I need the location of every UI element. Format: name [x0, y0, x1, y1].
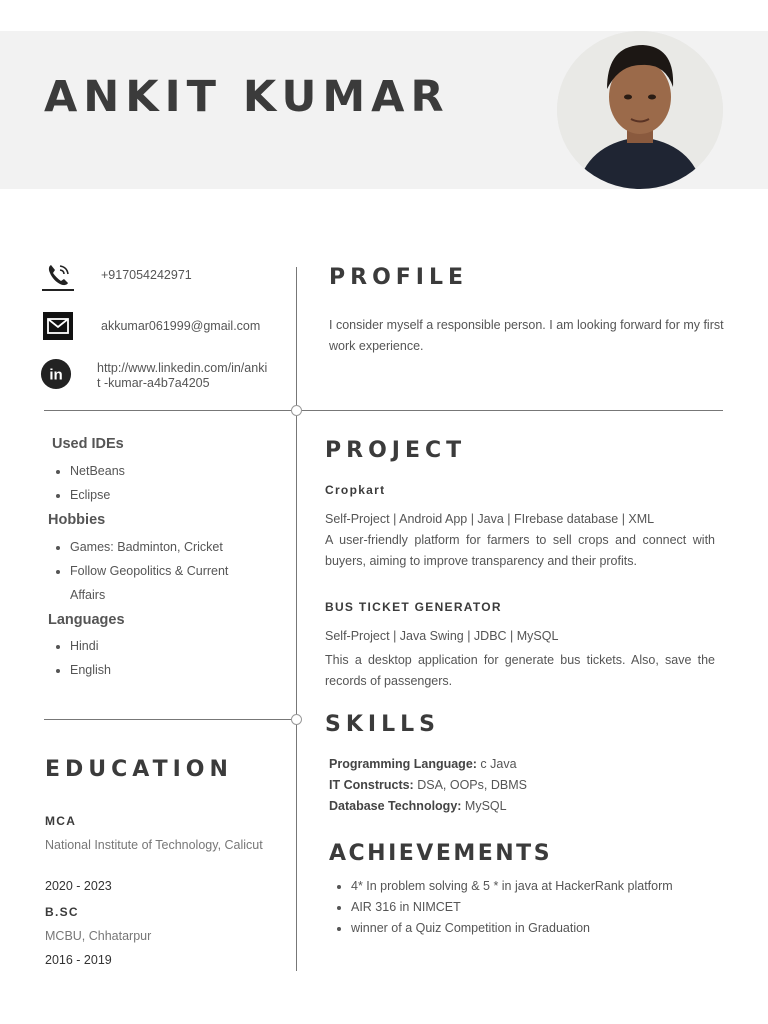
linkedin-icon: [40, 358, 72, 390]
degree-name: B.SC: [45, 905, 79, 919]
divider-top: [44, 410, 723, 411]
hobbies-list: [45, 535, 260, 607]
list-item: • 4* In problem solving & 5 * in java at HackerRank platform: [351, 876, 681, 897]
project-name: BUS TICKET GENERATOR: [325, 600, 502, 614]
list-item: • winner of a Quiz Competition in Graduation: [351, 918, 681, 939]
divider-node: [291, 405, 302, 416]
achievements-heading: ACHIEVEMENTS: [329, 841, 553, 866]
phone-icon: [42, 260, 74, 292]
linkedin-link[interactable]: [97, 361, 292, 391]
degree-name: MCA: [45, 814, 77, 828]
education-heading: EDUCATION: [45, 757, 233, 782]
education-years: 2020 - 2023: [45, 879, 112, 893]
skill-row: [329, 757, 517, 771]
list-item: • Games: Badminton, Cricket: [70, 535, 260, 559]
project-stack: Self-Project | Java Swing | JDBC | MySQL: [325, 629, 559, 643]
skills-heading: SKILLS: [325, 712, 440, 737]
skill-row: [329, 778, 527, 792]
phone-link[interactable]: +917054242971: [101, 268, 192, 282]
svg-text:in: in: [49, 366, 63, 384]
hobbies-heading: Hobbies: [48, 512, 106, 528]
skill-value: c Java: [476, 757, 517, 771]
skill-label: Programming Language:: [329, 757, 477, 771]
skill-label: IT Constructs:: [329, 778, 414, 792]
ides-heading: Used IDEs: [52, 436, 124, 452]
school-name: National Institute of Technology, Calicut: [45, 838, 263, 852]
list-item: • Hindi: [70, 634, 111, 658]
profile-photo-illustration: [557, 31, 723, 189]
profile-heading: PROFILE: [329, 265, 469, 290]
achievements-list: [326, 876, 681, 939]
list-item: • NetBeans: [70, 459, 125, 483]
education-years: 2016 - 2019: [45, 953, 112, 967]
languages-heading: Languages: [48, 612, 125, 628]
languages-list: [45, 634, 111, 682]
linkedin-url-line1: http://www.linkedin.com/in/anki: [97, 361, 268, 375]
project-description: A user-friendly platform for farmers to sell crops and connect with buyers, aiming to improve transparency and their profits.: [325, 533, 715, 568]
skill-value: MySQL: [461, 799, 507, 813]
divider-node: [291, 714, 302, 725]
list-item: • Follow Geopolitics & Current Affairs: [70, 559, 260, 607]
email-link[interactable]: akkumar061999@gmail.com: [101, 319, 261, 333]
mail-icon: [42, 310, 74, 342]
project-name: Cropkart: [325, 483, 386, 497]
skill-row: [329, 799, 507, 813]
skill-label: Database Technology:: [329, 799, 462, 813]
project-heading: PROJECT: [325, 438, 467, 463]
project-description: This a desktop application for generate bus tickets. Also, save the records of passengers.: [325, 653, 715, 688]
divider-bottom: [44, 719, 296, 720]
linkedin-url-line2: t -kumar-a4b7a4205: [97, 376, 210, 390]
list-item: • AIR 316 in NIMCET: [351, 897, 681, 918]
school-name: MCBU, Chhatarpur: [45, 929, 152, 943]
skill-value: DSA, OOPs, DBMS: [413, 778, 527, 792]
list-item: • Eclipse: [70, 483, 125, 507]
candidate-name: ANKIT KUMAR: [44, 72, 450, 122]
ides-list: [45, 459, 125, 507]
vertical-divider: [296, 267, 297, 971]
profile-photo: [557, 31, 723, 189]
profile-text: I consider myself a responsible person. I am looking forward for my first work experience.: [329, 318, 724, 353]
list-item: • English: [70, 658, 111, 682]
project-stack: Self-Project | Android App | Java | FIrebase database | XML: [325, 512, 655, 526]
